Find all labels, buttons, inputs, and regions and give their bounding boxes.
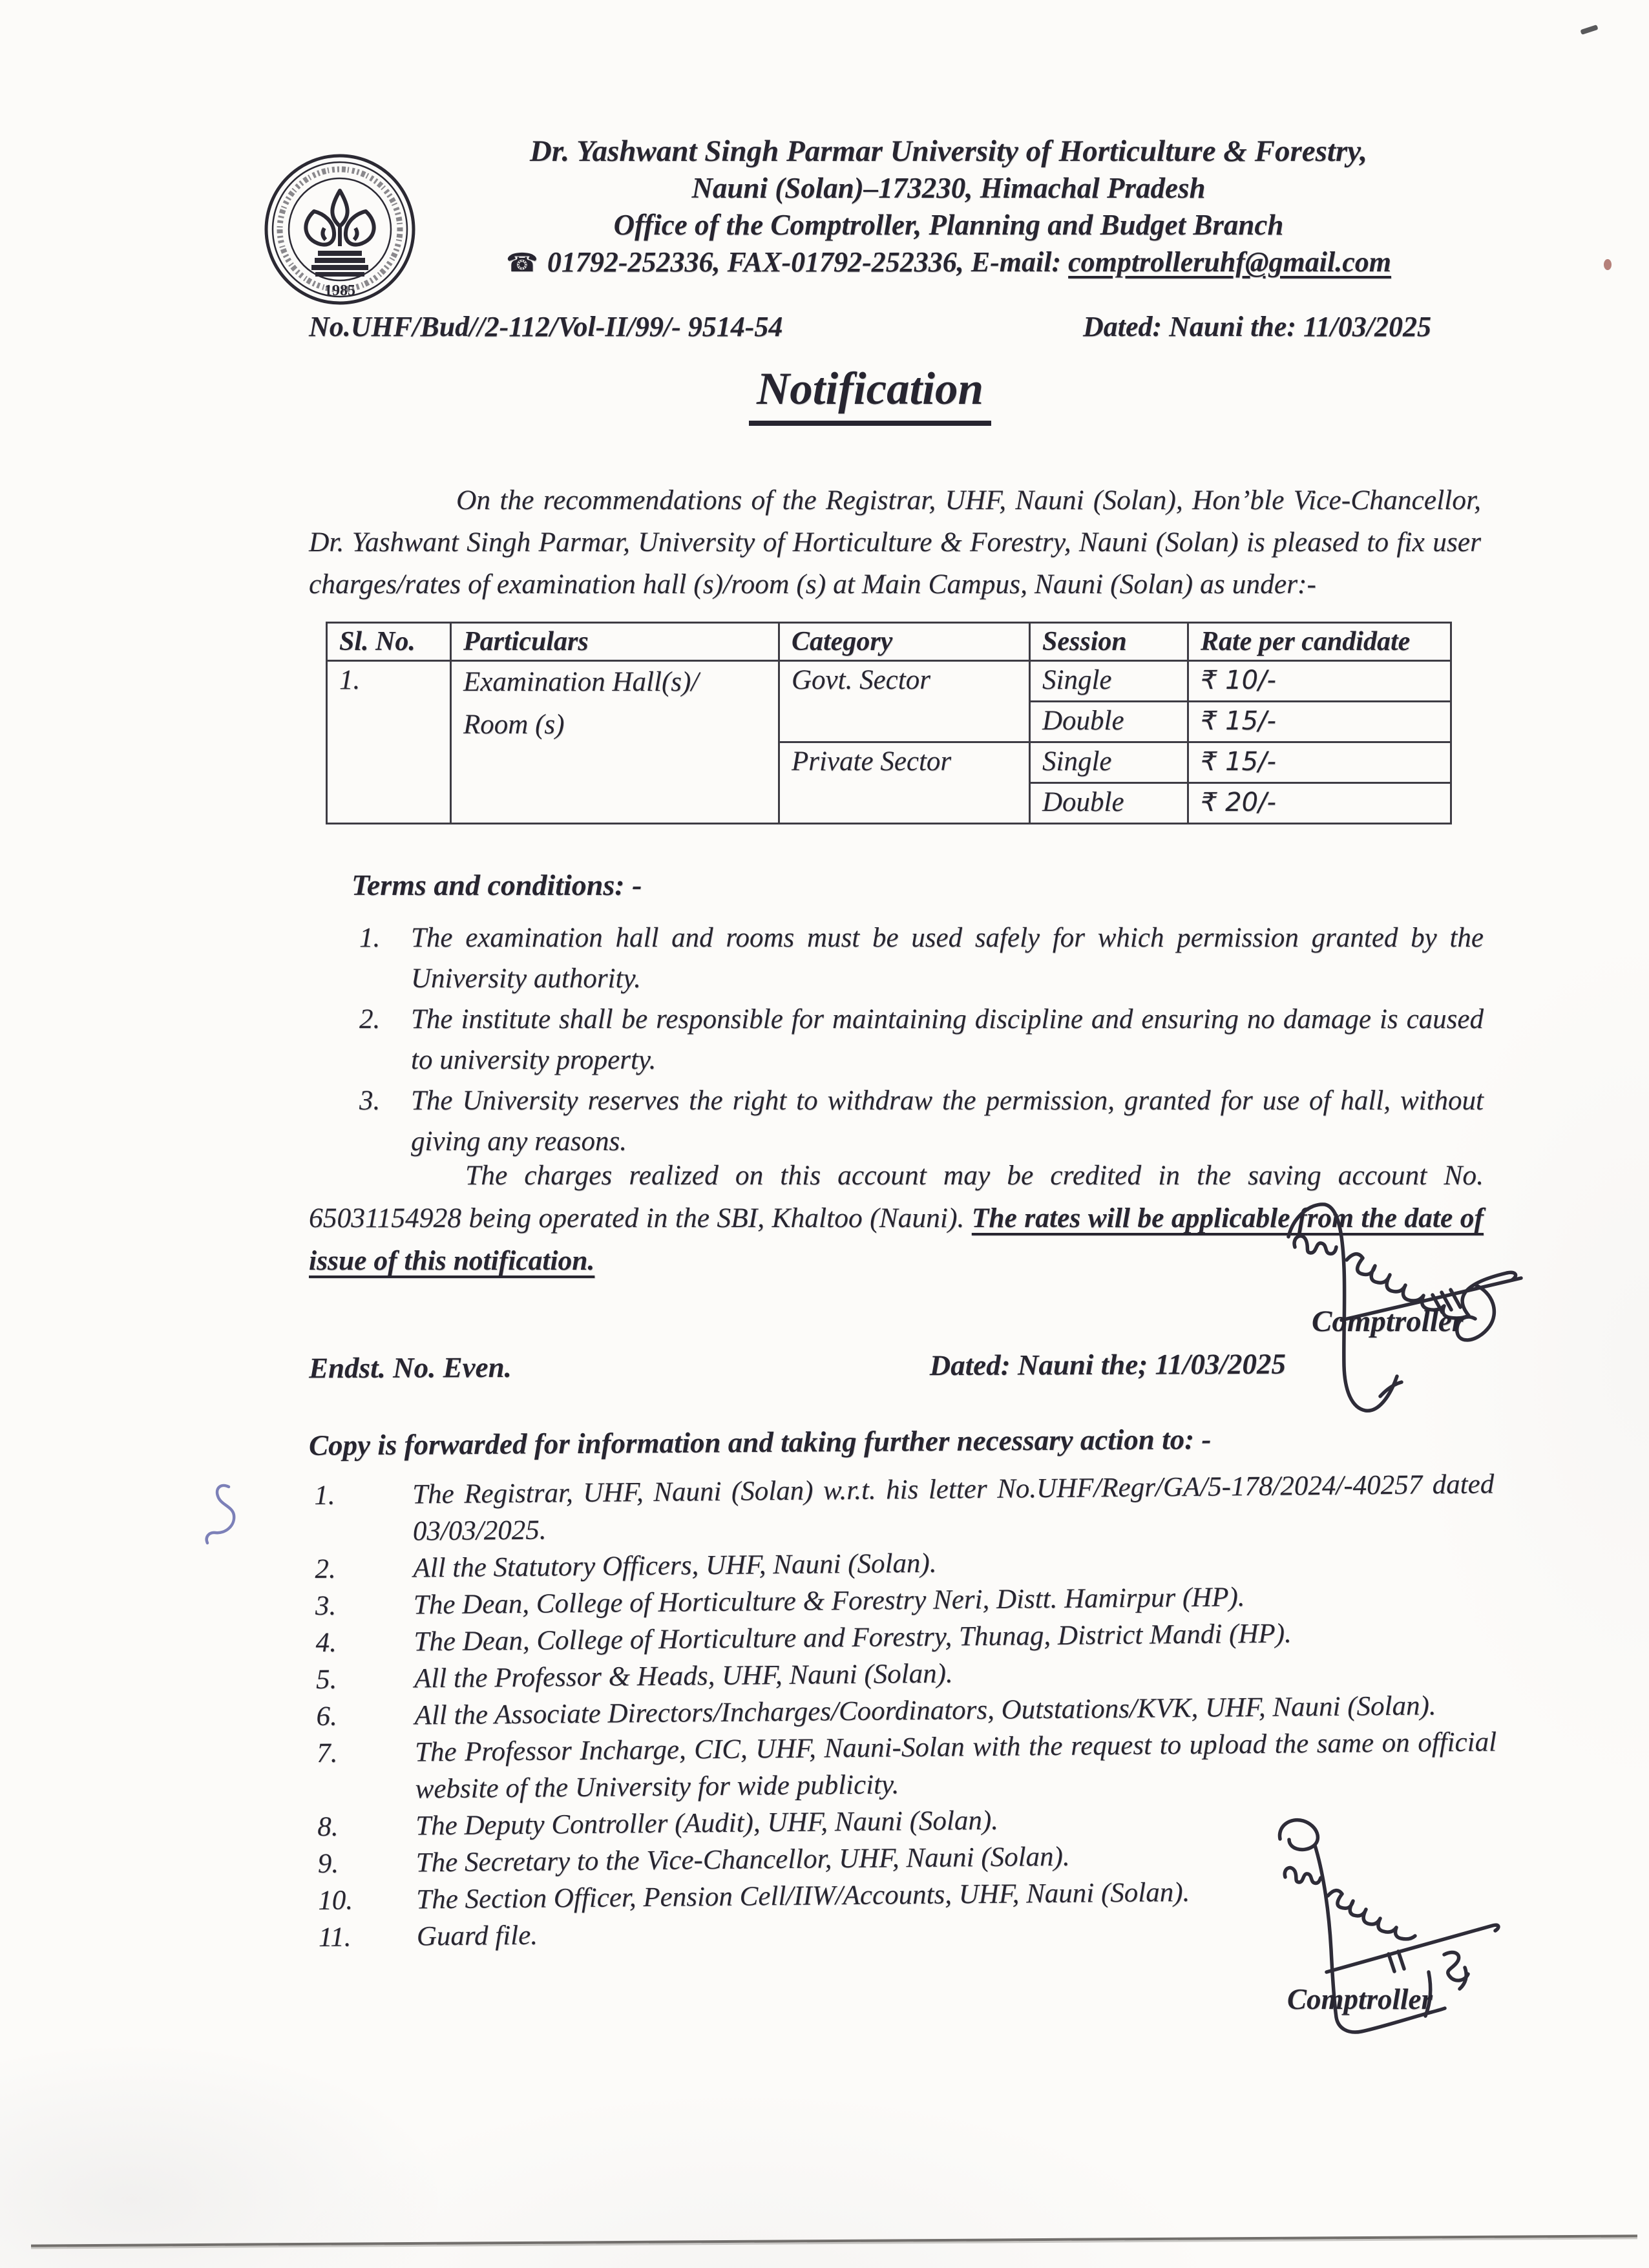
telephone-icon: ☎ — [506, 248, 538, 278]
seal-year: 1985 — [324, 282, 355, 299]
col-header-particulars: Particulars — [451, 623, 779, 661]
recipient-number: 11. — [318, 1922, 352, 1953]
recipient-number: 10. — [318, 1885, 353, 1916]
scan-artifact-red-dot — [1604, 259, 1612, 270]
terms-heading: Terms and conditions: - — [352, 868, 642, 901]
recipient-number: 7. — [316, 1738, 338, 1769]
intro-paragraph: On the recommendations of the Registrar, UHF, Nauni (Solan), Hon’ble Vice-Chancellor, Dr. Yashwant Singh Parmar, University of Horticulture & Forestry, Nauni (Solan) is pleased to fix user charges/rates of examination hall (s)/room (s) at Main Campus, Nauni (Solan) as under:- — [309, 485, 1481, 600]
cell-session: Single — [1030, 661, 1188, 702]
endst-number: Endst. No. Even. — [308, 1350, 512, 1385]
terms-list — [359, 918, 1484, 1162]
term-text: The University reserves the right to withdraw the permission, granted for use of hall, without giving any reasons. — [411, 1086, 1484, 1157]
recipient-item — [317, 1723, 1497, 1809]
email-address: comptrolleruhf@gmail.com — [1068, 246, 1391, 278]
cell-particulars — [451, 661, 779, 824]
pen-check-mark — [200, 1482, 239, 1549]
recipient-number: 6. — [316, 1701, 338, 1732]
term-number: 1. — [359, 923, 381, 953]
terms-item — [359, 918, 1484, 999]
recipient-number: 8. — [317, 1811, 339, 1842]
term-number: 3. — [359, 1086, 381, 1116]
recipient-text: The Registrar, UHF, Nauni (Solan) w.r.t. his letter No.UHF/Regr/GA/5-178/2024/-40257 dated 03/03/2025. — [412, 1469, 1495, 1547]
terms-item — [359, 999, 1484, 1080]
cell-rate: ₹ 15/- — [1188, 702, 1451, 742]
recipient-text: The Deputy Controller (Audit), UHF, Nauni (Solan). — [415, 1805, 999, 1842]
recipient-item — [314, 1465, 1495, 1551]
recipient-number: 2. — [315, 1553, 336, 1584]
signature-title-comptroller-2: Comptroller — [1287, 1983, 1433, 2015]
page-title: Notification — [749, 363, 991, 426]
recipient-number: 1. — [314, 1480, 335, 1511]
col-header-session: Session — [1030, 623, 1188, 661]
term-number: 2. — [359, 1004, 381, 1034]
charges-text: The charges realized on this account may be credited in the saving account No. 65031154928 being operated in the SBI, Khaltoo (Nauni). — [309, 1160, 1484, 1234]
signature-title-comptroller-1: Comptroller — [1312, 1305, 1464, 1338]
cell-rate: ₹ 10/- — [1188, 661, 1451, 702]
recipient-text: Guard file. — [416, 1920, 538, 1952]
university-name: Dr. Yashwant Singh Parmar University of Horticulture & Forestry, — [529, 134, 1368, 168]
cell-session: Single — [1030, 742, 1188, 783]
table-header-row — [327, 623, 1451, 661]
term-text: The examination hall and rooms must be used safely for which permission granted by the University authority. — [411, 923, 1484, 994]
university-seal-logo — [262, 131, 417, 338]
recipient-text: The Professor Incharge, CIC, UHF, Nauni-Solan with the request to upload the same on official website of the University for wide publicity. — [414, 1727, 1497, 1805]
charges-emphasis: The rates will be applicable from the date of issue of this notification. — [309, 1202, 1484, 1276]
emblem-pedestal — [311, 251, 368, 277]
recipient-number: 5. — [315, 1664, 337, 1695]
cell-session: Double — [1030, 783, 1188, 824]
endorsement-row — [309, 1347, 1286, 1385]
title-wrap — [309, 363, 1431, 426]
recipient-text: All the Associate Directors/Incharges/Coordinators, Outstations/KVK, UHF, Nauni (Solan). — [414, 1690, 1436, 1731]
rates-table — [326, 622, 1452, 824]
university-address: Nauni (Solan)–173230, Himachal Pradesh — [691, 172, 1206, 204]
cell-category-govt: Govt. Sector — [779, 661, 1030, 742]
recipient-text: All the Professor & Heads, UHF, Nauni (Solan). — [414, 1658, 953, 1694]
reference-row — [309, 310, 1431, 343]
col-header-rate: Rate per candidate — [1188, 623, 1451, 661]
page-scan-edge — [31, 2234, 1637, 2247]
col-header-category: Category — [779, 623, 1030, 661]
recipient-text: The Dean, College of Horticulture & Forestry Neri, Distt. Hamirpur (HP). — [413, 1582, 1245, 1621]
reference-number: No.UHF/Bud//2-112/Vol-II/99/- 9514-54 — [309, 311, 783, 342]
term-text: The institute shall be responsible for maintaining discipline and ensuring no damage is caused to university property. — [411, 1004, 1484, 1075]
table-row — [327, 661, 1451, 702]
recipient-text: The Secretary to the Vice-Chancellor, UHF, Nauni (Solan). — [415, 1841, 1070, 1878]
lotus-emblem — [306, 191, 373, 246]
terms-item — [359, 1080, 1484, 1162]
particulars-line1: Examination Hall(s)/ — [463, 667, 699, 697]
scan-artifact-dash — [1580, 25, 1598, 35]
cell-rate: ₹ 15/- — [1188, 742, 1451, 783]
col-header-sl-no: Sl. No. — [327, 623, 451, 661]
cell-sl-no: 1. — [327, 661, 451, 824]
copy-forwarded-heading: Copy is forwarded for information and taking further necessary action to: - — [308, 1423, 1212, 1462]
contact-line — [429, 244, 1468, 282]
cell-category-private: Private Sector — [779, 742, 1030, 824]
recipient-number: 4. — [315, 1627, 337, 1658]
particulars-line2: Room (s) — [463, 709, 565, 740]
endst-date: Dated: Nauni the; 11/03/2025 — [929, 1347, 1287, 1382]
office-name: Office of the Comptroller, Planning and Budget Branch — [613, 209, 1284, 241]
recipient-number: 9. — [317, 1848, 339, 1879]
recipient-text: All the Statutory Officers, UHF, Nauni (Solan). — [413, 1548, 937, 1584]
reference-date: Dated: Nauni the: 11/03/2025 — [1082, 311, 1431, 342]
letterhead-text — [429, 133, 1468, 282]
cell-rate: ₹ 20/- — [1188, 783, 1451, 824]
recipient-number: 3. — [315, 1590, 337, 1621]
phone-fax-text: 01792-252336, FAX-01792-252336, E-mail: — [547, 246, 1069, 278]
recipient-text: The Section Officer, Pension Cell/IIW/Accounts, UHF, Nauni (Solan). — [416, 1877, 1190, 1915]
cell-session: Double — [1030, 702, 1188, 742]
recipient-text: The Dean, College of Horticulture and Forestry, Thunag, District Mandi (HP). — [414, 1618, 1292, 1657]
